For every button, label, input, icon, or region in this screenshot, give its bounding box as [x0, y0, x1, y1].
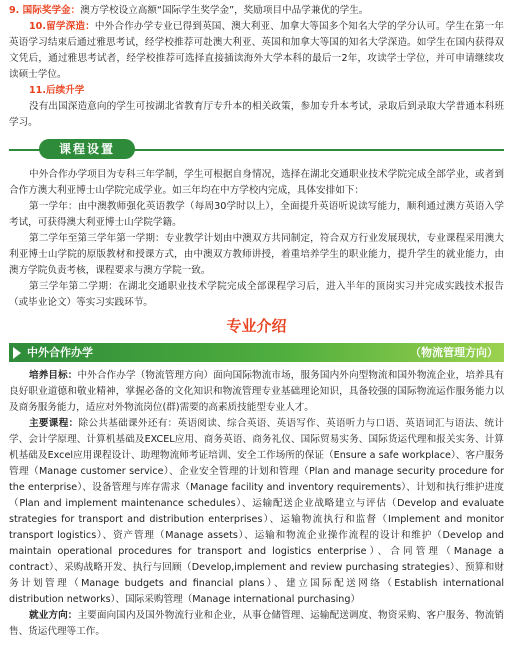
item-11-heading [9, 83, 504, 99]
item-9-text: 澳方学校设立高额“国际学生奖学金”，奖励项目中品学兼优的学生。 [80, 5, 369, 16]
major-courses [9, 416, 504, 608]
course-p4: 第三学年第二学期：在湖北交通职业技术学院完成全部课程学习后，进入半年的顶岗实习并完成实践技术报告（或毕业论文）等实习实践环节。 [9, 281, 504, 308]
major-section-title: 专业介绍 [226, 317, 287, 335]
course-banner [9, 137, 504, 159]
item-9 [9, 3, 504, 19]
courses-text: 除公共基础课外还有：英语阅读、综合英语、英语写作、英语听力与口语、英语词汇与语法、统计学、会计学原理、计算机基础及EXCEL应用、商务英语、商务礼仪、国际贸易实务、国际货运代理和报关实务、计算机基础及Excel应用课程设计、助理物流师考证培训、安全工作场所的保证（Ensure a safe workplace）、客户服务管理（Manage customer service）、企业安全管理的计划和管理（Plan and manage security procedure for the enterprise）、设备管理与库存需求（Manage facility and inventory requirements）、计划和执行维护进度（Plan and implement maintenance schedules）、运输配送企业战略建立与评估（Develop and evaluate strategies for transport and distribution enterprises）、运输物流执行和监督（Implement and monitor transport logistics）、资产管理（Manage assets）、运输和物流企业操作流程的设计和维护（Develop and maintain operational procedures for transport and logistics enterprise）、合同管理（Manage a contract）、采购战略开发、执行与回顾（Develop,implement and review purchasing strategies）、预算和财务计划管理（Manage budgets and financial plans）、建立国际配送网络（Establish international distribution networks）、国际采购管理（Manage international purchasing） [9, 418, 505, 605]
major-bar-right: （物流管理方向） [410, 346, 498, 359]
major-bar-left: 中外合作办学 [27, 346, 93, 359]
item-9-label: 9. 国际奖学金： [9, 5, 81, 16]
goal-label: 培养目标： [29, 370, 78, 381]
item-10 [9, 19, 504, 83]
page [9, 3, 504, 640]
course-p3: 第二学年至第三学年第一学期：专业教学计划由中澳双方共同制定，符合双方行业发展现状，专业课程采用澳大利亚博士山学院的原版教材和授课方式，由中澳双方教师讲授，着重培养学生的职业能力，提升学生的就业能力，由澳方学院负责考核，课程要求与澳方学院一致。 [9, 233, 504, 276]
major-goal [9, 368, 504, 416]
goal-text: 中外合作办学（物流管理方向）面向国际物流市场，服务国内外向型物流和国外物流企业，培养具有良好职业道德和敬业精神，掌握必备的文化知识和物流管理专业基础理论知识，具备较强的国际物流运作服务能力以及商务服务能力，适应对外物流岗位(群)需要的高素质技能型专业人才。 [9, 370, 505, 413]
course-p2: 第一学年：由中澳教师强化英语教学（每周30学时以上），全面提升英语听说读写能力，顺利通过澳方英语入学考试，可获得澳大利亚博士山学院学籍。 [9, 201, 504, 228]
course-banner-title: 课程设置 [39, 139, 135, 159]
course-p1: 中外合作办学项目为专科三年学制，学生可根据自身情况，选择在湖北交通职业技术学院完成全部学业，或者到合作方澳大利亚博士山学院完成学业。如三年均在中方学校内完成，具体安排如下： [9, 169, 504, 196]
job-text: 主要面向国内及国外物流行业和企业，从事仓储管理、运输配送调度、物资采购、客户服务、物流销售、货运代理等工作。 [9, 610, 505, 637]
job-label: 就业方向： [29, 610, 78, 621]
courses-label: 主要课程： [29, 418, 79, 429]
item-10-label: 10.留学深造： [29, 21, 95, 32]
major-bar [9, 343, 504, 362]
chevron-right-icon [13, 347, 21, 359]
major-job [9, 608, 504, 640]
item-11-text: 没有出国深造意向的学生可按湖北省教育厅专升本的相关政策，参加专升本考试，录取后到录取大学普通本科班学习。 [9, 101, 504, 128]
item-11-label: 11.后续升学 [29, 85, 85, 96]
item-10-text: 中外合作办学专业已得到英国、澳大利亚、加拿大等国多个知名大学的学分认可。学生在第一年英语学习结束后通过雅思考试，经学校推荐可赴澳大利亚、英国和加拿大等国的知名大学深造。如学生在国内获得双文凭后，通过雅思考试者，经学校推荐可选择直接插读海外大学本科的最后一2年，攻读学士学位，并可申请继续攻读硕士学位。 [9, 21, 504, 80]
